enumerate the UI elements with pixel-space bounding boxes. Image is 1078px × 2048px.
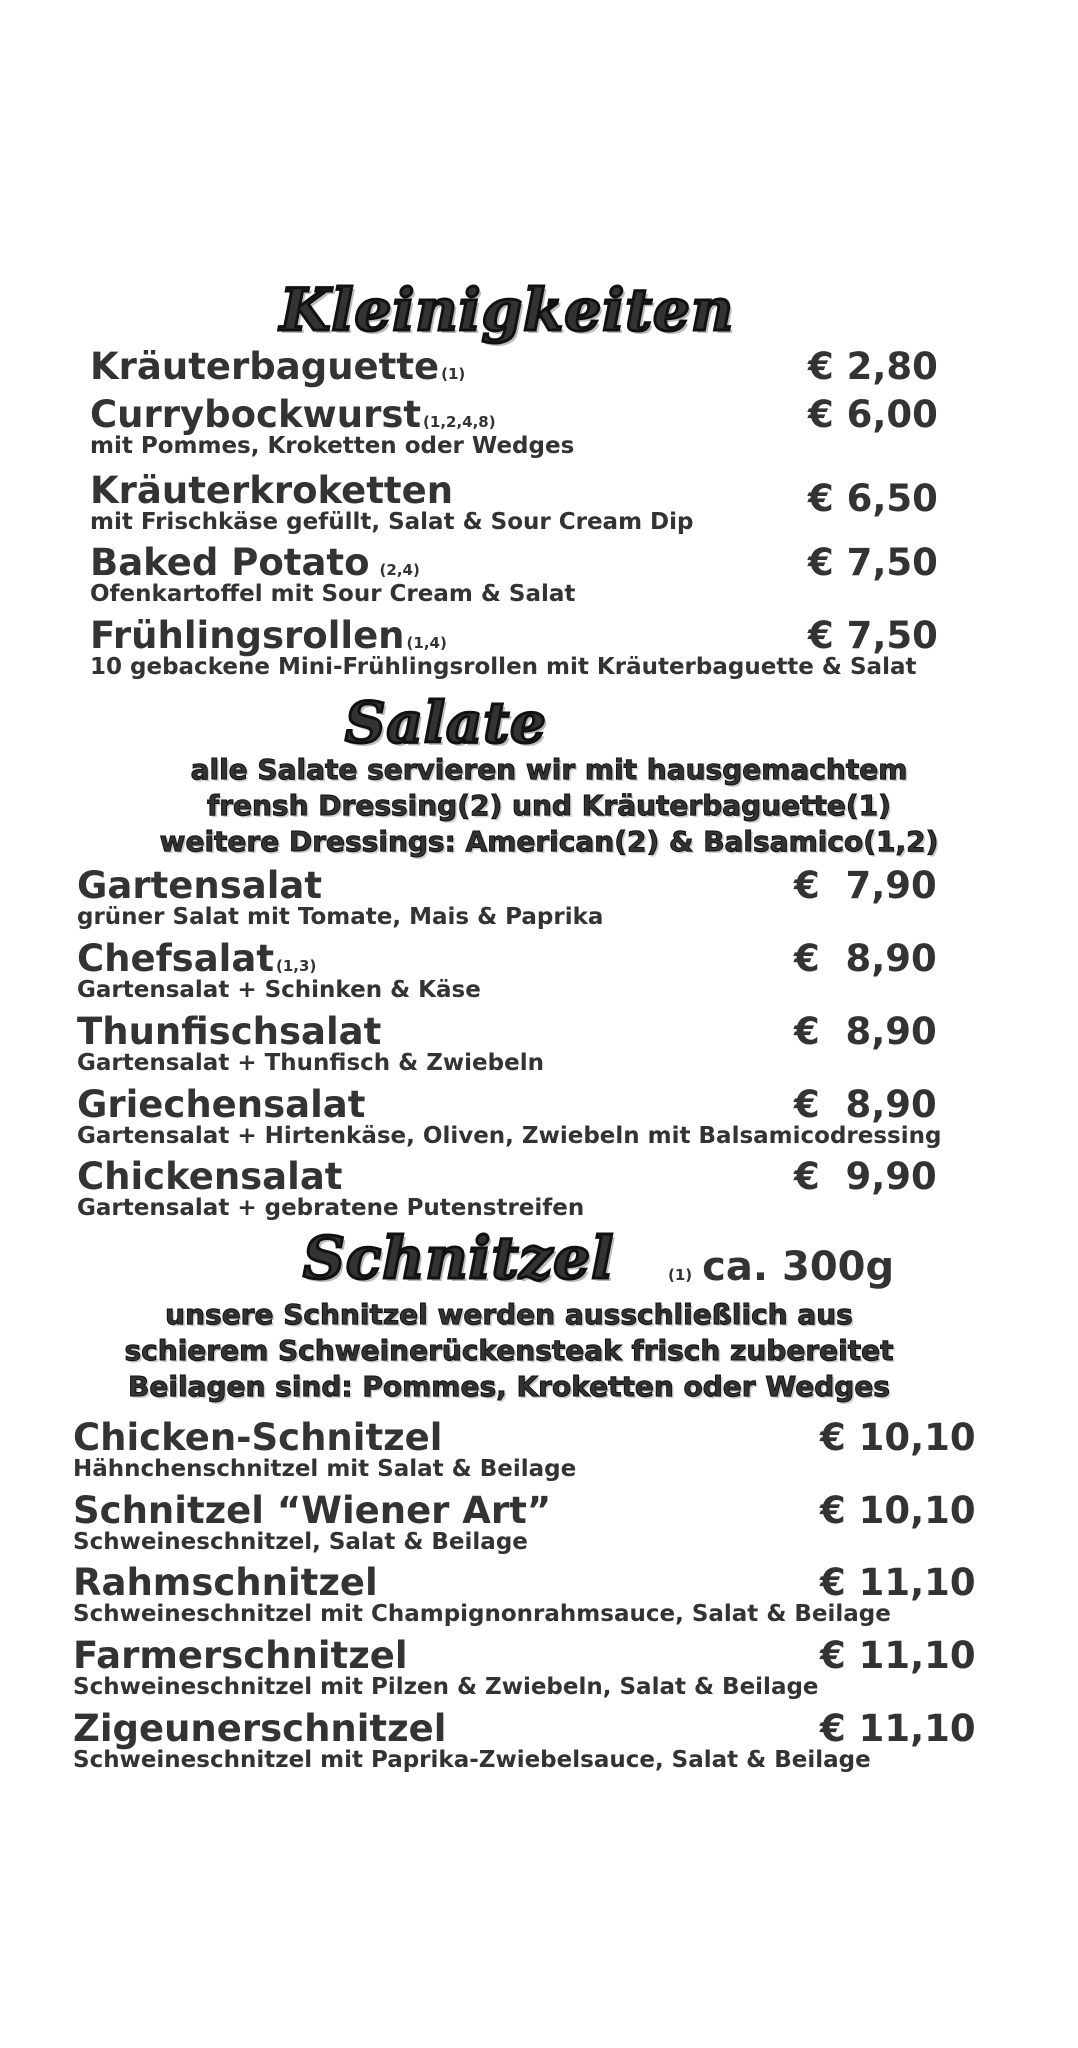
item-price: € 11,10 bbox=[820, 1634, 976, 1677]
item-price: € 11,10 bbox=[820, 1707, 976, 1750]
menu-item bbox=[90, 393, 575, 459]
menu-item bbox=[90, 469, 694, 535]
item-name: Chicken-Schnitzel bbox=[73, 1416, 443, 1459]
schnitzel-intro bbox=[0, 1297, 1048, 1405]
menu-item bbox=[73, 1489, 552, 1555]
item-name: Baked Potato bbox=[90, 541, 370, 584]
item-name: Griechensalat bbox=[77, 1083, 366, 1126]
item-price: € 10,10 bbox=[820, 1416, 976, 1459]
item-name: Chickensalat bbox=[77, 1155, 343, 1198]
item-name: Chefsalat bbox=[77, 937, 275, 980]
item-name: Kräuterkroketten bbox=[90, 469, 454, 512]
intro-line: Beilagen sind: Pommes, Kroketten oder Wedges bbox=[128, 1370, 890, 1403]
menu-item bbox=[90, 614, 917, 680]
intro-line: unsere Schnitzel werden ausschließlich aus bbox=[165, 1298, 853, 1331]
salate-intro bbox=[10, 752, 1078, 860]
intro-line: frensh Dressing(2) und Kräuterbaguette(1) bbox=[207, 789, 891, 822]
item-description: Schweineschnitzel, Salat & Beilage bbox=[73, 1529, 528, 1555]
item-description: Gartensalat + Schinken & Käse bbox=[77, 977, 481, 1003]
section-title-salate: Salate bbox=[345, 690, 547, 756]
item-price: € 8,90 bbox=[794, 1010, 937, 1053]
item-name: Rahmschnitzel bbox=[73, 1561, 378, 1604]
item-description: Ofenkartoffel mit Sour Cream & Salat bbox=[90, 581, 576, 607]
item-price: € 9,90 bbox=[794, 1155, 937, 1198]
item-description: Gartensalat + Hirtenkäse, Oliven, Zwiebeln mit Balsamicodressing bbox=[77, 1123, 942, 1149]
item-price: € 7,90 bbox=[794, 864, 937, 907]
item-price: € 8,90 bbox=[794, 937, 937, 980]
menu-item bbox=[73, 1416, 577, 1482]
intro-line: alle Salate servieren wir mit hausgemachtem bbox=[190, 753, 908, 786]
item-name: Farmerschnitzel bbox=[73, 1634, 408, 1677]
menu-item bbox=[90, 541, 576, 607]
intro-line: schierem Schweinerückensteak frisch zubereitet bbox=[124, 1334, 894, 1367]
item-description: 10 gebackene Mini-Frühlingsrollen mit Kräuterbaguette & Salat bbox=[90, 654, 917, 680]
section-title-kleinigkeiten: Kleinigkeiten bbox=[280, 276, 735, 344]
item-description: Schweineschnitzel mit Champignonrahmsauce, Salat & Beilage bbox=[73, 1601, 891, 1627]
item-description: Schweineschnitzel mit Pilzen & Zwiebeln, Salat & Beilage bbox=[73, 1674, 819, 1700]
item-price: € 2,80 bbox=[808, 345, 938, 388]
item-allergens: (1,3) bbox=[276, 957, 317, 975]
item-description: Gartensalat + Thunfisch & Zwiebeln bbox=[77, 1050, 544, 1076]
item-price: € 6,50 bbox=[808, 477, 938, 520]
menu-item bbox=[73, 1707, 871, 1773]
item-description: mit Pommes, Kroketten oder Wedges bbox=[90, 433, 575, 459]
item-price: € 6,00 bbox=[808, 393, 938, 436]
item-name: Frühlingsrollen bbox=[90, 614, 405, 657]
item-price: € 10,10 bbox=[820, 1489, 976, 1532]
item-name: Thunfischsalat bbox=[77, 1010, 382, 1053]
schnitzel-weight-info bbox=[668, 1244, 894, 1290]
item-description: mit Frischkäse gefüllt, Salat & Sour Cream Dip bbox=[90, 509, 694, 535]
menu-item bbox=[77, 1155, 585, 1221]
item-name: Gartensalat bbox=[77, 864, 323, 907]
item-name: Zigeunerschnitzel bbox=[73, 1707, 447, 1750]
item-description: Schweineschnitzel mit Paprika-Zwiebelsauce, Salat & Beilage bbox=[73, 1747, 871, 1773]
item-price: € 7,50 bbox=[808, 614, 938, 657]
section-title-schnitzel: Schnitzel bbox=[303, 1224, 615, 1292]
item-price: € 8,90 bbox=[794, 1083, 937, 1126]
item-description: grüner Salat mit Tomate, Mais & Paprika bbox=[77, 904, 604, 930]
menu-item bbox=[77, 937, 481, 1003]
schnitzel-weight: ca. 300g bbox=[702, 1244, 895, 1290]
item-name: Kräuterbaguette bbox=[90, 345, 440, 388]
item-name: Schnitzel “Wiener Art” bbox=[73, 1489, 552, 1532]
item-description: Gartensalat + gebratene Putenstreifen bbox=[77, 1195, 585, 1221]
item-price: € 7,50 bbox=[808, 541, 938, 584]
item-allergens: (2,4) bbox=[379, 561, 420, 579]
intro-line: weitere Dressings: American(2) & Balsamico(1,2) bbox=[159, 825, 939, 858]
menu-item bbox=[77, 864, 604, 930]
item-price: € 11,10 bbox=[820, 1561, 976, 1604]
menu-item bbox=[77, 1010, 544, 1076]
item-allergens: (1,2,4,8) bbox=[423, 413, 496, 431]
title-allergens: (1) bbox=[668, 1266, 693, 1284]
menu-item bbox=[73, 1561, 891, 1627]
item-allergens: (1) bbox=[441, 365, 466, 383]
item-allergens: (1,4) bbox=[406, 634, 447, 652]
menu-item bbox=[73, 1634, 819, 1700]
menu-item bbox=[90, 345, 466, 388]
item-description: Hähnchenschnitzel mit Salat & Beilage bbox=[73, 1456, 577, 1482]
item-name: Currybockwurst bbox=[90, 393, 422, 436]
